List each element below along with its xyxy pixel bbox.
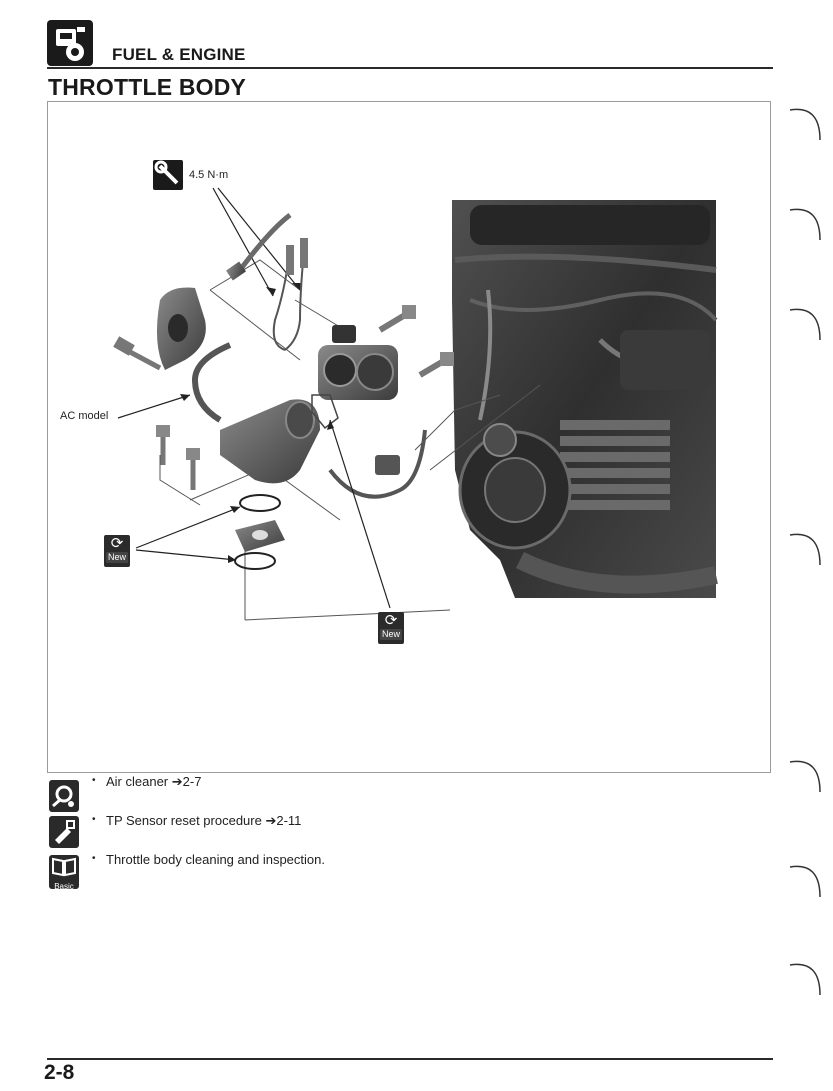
- reference-text: TP Sensor reset procedure ➔2-11: [106, 813, 302, 828]
- ac-model-label: AC model: [60, 410, 109, 422]
- reference-text: Air cleaner ➔2-7: [106, 774, 202, 789]
- wrench-icon: [153, 160, 183, 190]
- replace-arrows-icon: ⟳: [384, 612, 398, 629]
- throttle-cable: [226, 215, 290, 281]
- bolt-right-lower: [420, 352, 454, 375]
- bolt-vertical-2: [186, 448, 200, 490]
- intake-manifold: [220, 399, 320, 483]
- bolt-vertical-1: [156, 425, 170, 465]
- new-part-badge: ⟳ New: [378, 612, 404, 644]
- section-title: FUEL & ENGINE: [112, 45, 246, 64]
- o-ring-upper: [240, 495, 280, 511]
- reference-text: Throttle body cleaning and inspection.: [106, 852, 325, 867]
- new-part-badge: ⟳ New: [104, 535, 130, 567]
- binder-tab-marks: [780, 100, 833, 1000]
- engine-photo: [452, 200, 716, 598]
- cover-part: [157, 288, 206, 371]
- list-bullet: •: [92, 814, 96, 825]
- insulator: [235, 520, 285, 552]
- reset-procedure-icon: [49, 816, 79, 848]
- footer-rule: [47, 1058, 773, 1060]
- basic-book-icon: Basic: [49, 855, 79, 889]
- throttle-body: [318, 325, 398, 400]
- replace-arrows-icon: ⟳: [110, 535, 124, 552]
- page-title: THROTTLE BODY: [48, 74, 247, 100]
- torque-value: 4.5 N·m: [189, 169, 229, 181]
- service-procedure-icon: [49, 780, 79, 812]
- sensor-wires: [274, 238, 308, 350]
- bolt-left: [113, 336, 160, 368]
- bolt-right-upper: [380, 305, 416, 330]
- list-bullet: •: [92, 853, 96, 864]
- o-ring-lower: [235, 553, 275, 569]
- page-number: 2-8: [44, 1061, 75, 1084]
- list-bullet: •: [92, 775, 96, 786]
- ac-model-leader: [118, 395, 190, 418]
- breather-tube: [195, 345, 230, 420]
